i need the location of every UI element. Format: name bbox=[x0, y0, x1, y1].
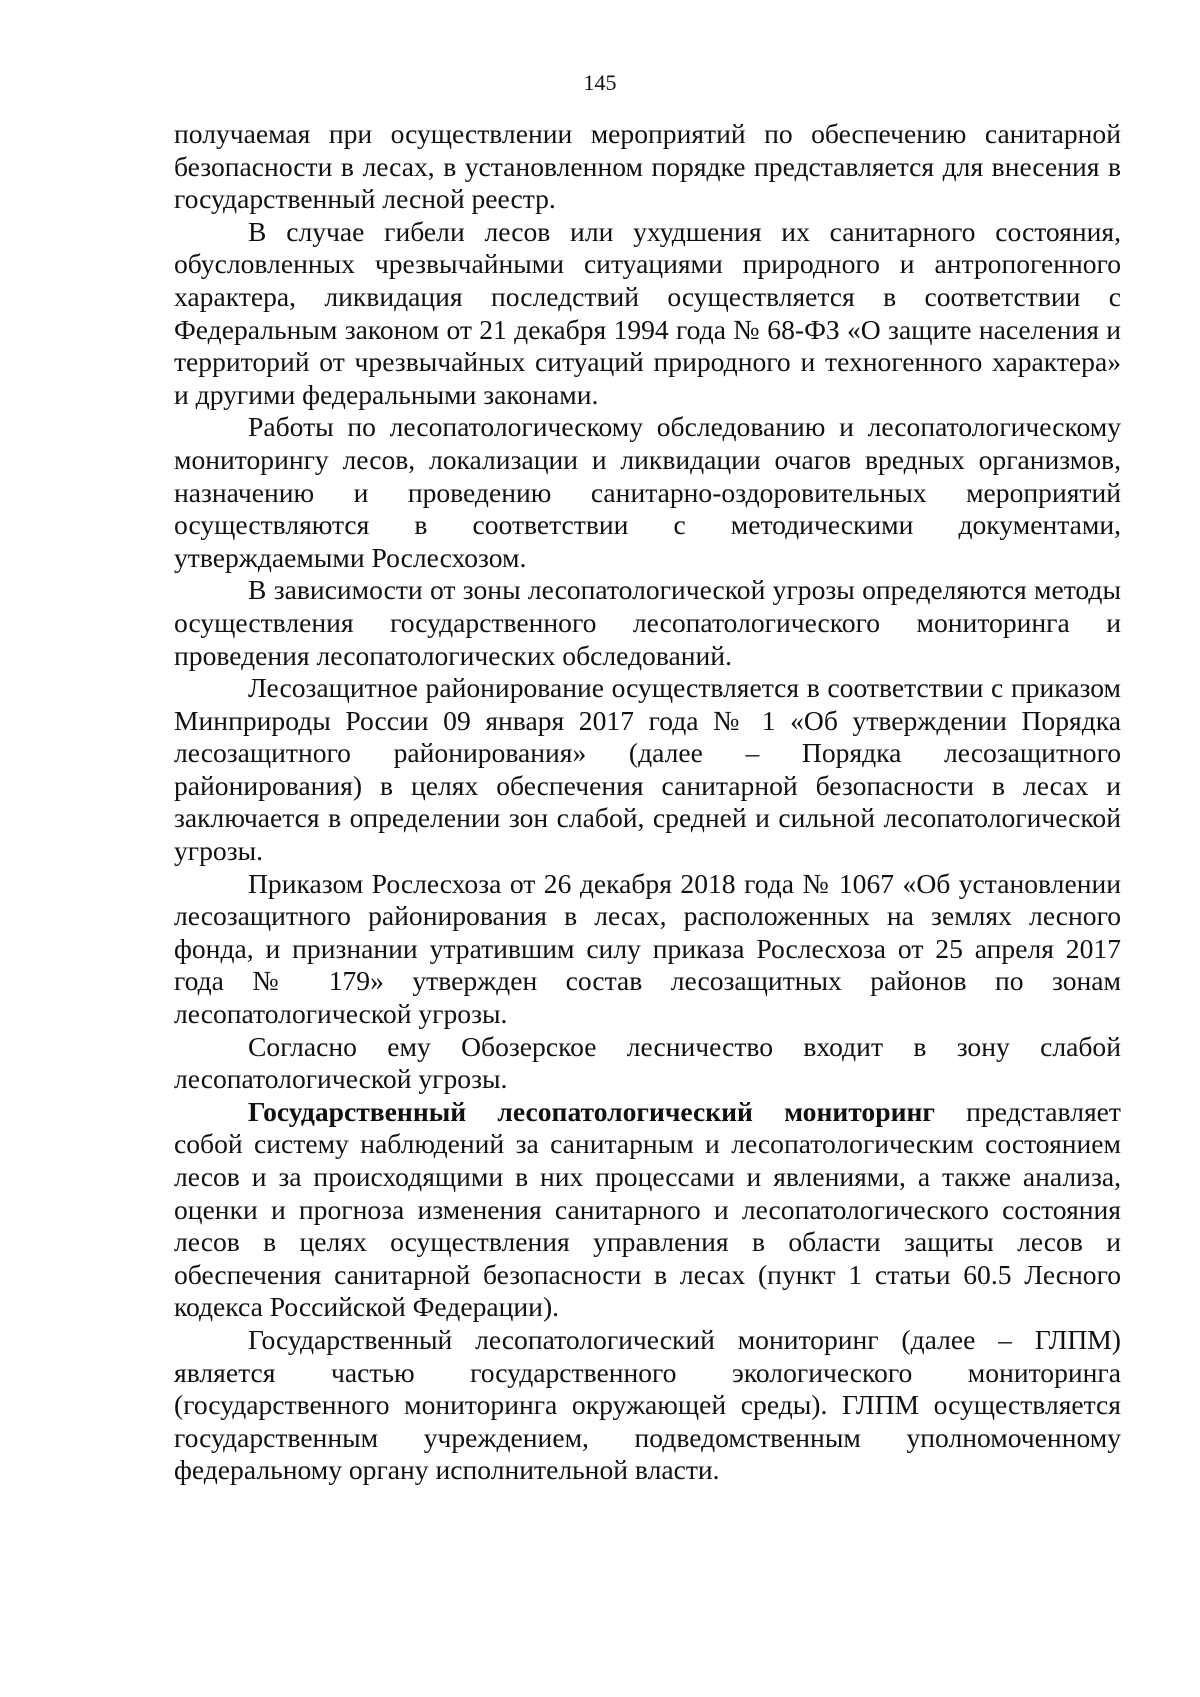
paragraph-text: В случае гибели лесов или ухудшения их санитарного состояния, обусловленных чрезвычайными ситуациями природного и антропогенного характера, ликвидация последствий осуществляется в соответствии с Федеральным законом от 21 декабря 1994 года № 68-ФЗ «О защите населения и территорий от чрезвычайных ситуаций природного и техногенного характера» и другими федеральными законами. bbox=[174, 215, 1121, 410]
paragraph-text: Лесозащитное районирование осуществляется в соответствии с приказом Минприроды России 09 января 2017 года № 1 «Об утверждении Порядка лесозащитного районирования» (далее – Порядка лесозащитного районирования) в целях обеспечения санитарной безопасности в лесах и заключается в определении зон слабой, средней и сильной лесопатологической угрозы. bbox=[174, 672, 1121, 867]
term-heading: Государственный лесопатологический мониторинг bbox=[248, 1095, 935, 1127]
paragraph-emergency-situations bbox=[174, 216, 1121, 412]
paragraph-survey-works bbox=[174, 411, 1121, 574]
paragraph-text: В зависимости от зоны лесопатологической угрозы определяются методы осуществления государственного лесопатологического мониторинга и проведения лесопатологических обследований. bbox=[174, 574, 1121, 671]
paragraph-monitoring-definition bbox=[174, 1096, 1121, 1324]
paragraph-text: получаемая при осуществлении мероприятий по обеспечению санитарной безопасности в лесах, в установленном порядке представляется для внесения в государственный лесной реестр. bbox=[174, 118, 1121, 215]
paragraph-continuation bbox=[174, 118, 1121, 216]
paragraph-text: представляет собой систему наблюдений за санитарным и лесопатологическим состоянием лесов и за происходящими в них процессами и явлениями, а также анализа, оценки и прогноза изменения санитарного и лесопатологического состояния лесов в целях осуществления управления в области защиты лесов и обеспечения санитарной безопасности в лесах (пункт 1 статьи 60.5 Лесного кодекса Российской Федерации). bbox=[174, 1095, 1121, 1323]
paragraph-zoning bbox=[174, 672, 1121, 868]
paragraph-text: Согласно ему Обозерское лесничество входит в зону слабой лесопатологической угрозы. bbox=[174, 1030, 1121, 1095]
paragraph-text: Государственный лесопатологический мониторинг (далее – ГЛПМ) является частью государственного экологического мониторинга (государственного мониторинга окружающей среды). ГЛПМ осуществляется государственным учреждением, подведомственным уполномоченному федеральному органу исполнительной власти. bbox=[174, 1323, 1121, 1486]
paragraph-glpm bbox=[174, 1324, 1121, 1487]
body-text bbox=[174, 118, 1121, 1487]
paragraph-obozerskoe-forestry bbox=[174, 1031, 1121, 1096]
paragraph-text: Работы по лесопатологическому обследованию и лесопатологическому мониторингу лесов, локализации и ликвидации очагов вредных организмов, назначению и проведению санитарно-оздоровительных мероприятий осуществляются в соответствии с методическими документами, утверждаемыми Рослесхозом. bbox=[174, 411, 1121, 573]
paragraph-rosleshoz-order bbox=[174, 868, 1121, 1031]
page-number: 145 bbox=[583, 70, 617, 95]
paragraph-threat-zone-methods bbox=[174, 574, 1121, 672]
paragraph-text: Приказом Рослесхоза от 26 декабря 2018 года № 1067 «Об установлении лесозащитного районирования в лесах, расположенных на землях лесного фонда, и признании утратившим силу приказа Рослесхоза от 25 апреля 2017 года № 179» утвержден состав лесозащитных районов по зонам лесопатологической угрозы. bbox=[174, 867, 1121, 1030]
